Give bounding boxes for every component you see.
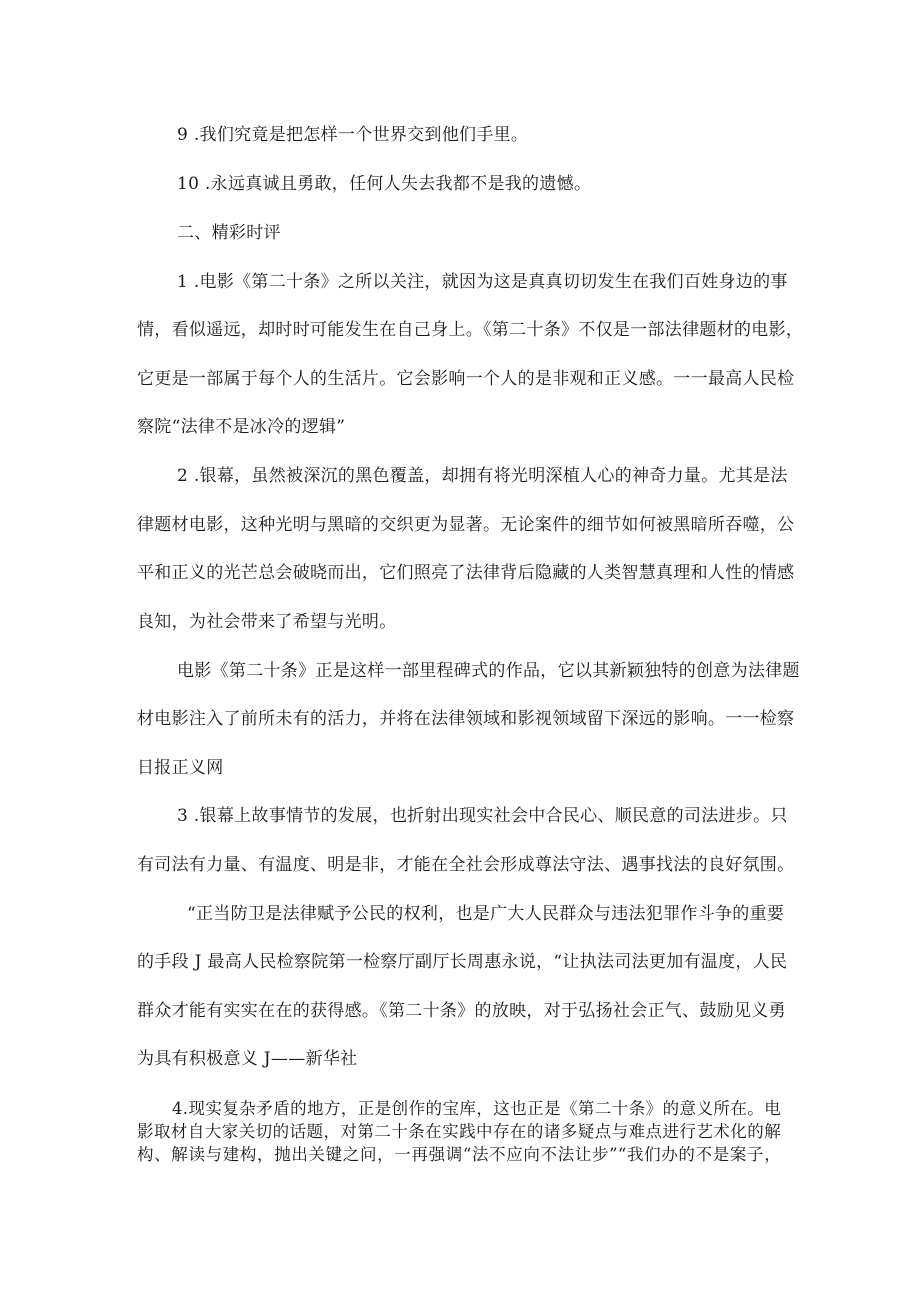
paragraph-1-line-4: 察院“法律不是冰冷的逻辑” (137, 417, 346, 437)
paragraph-5-line-3: 群众才能有实实在在的获得感。《第二十条》的放映，对于弘扬社会正气、鼓励见义勇 (137, 1001, 786, 1021)
paragraph-1-line-1: 1 .电影《第二十条》之所以关注，就因为这是真真切切发生在我们百姓身边的事 (177, 272, 788, 292)
paragraph-3-line-1: 电影《第二十条》正是这样一部里程碑式的作品，它以其新颖独特的创意为法律题 (177, 661, 800, 681)
paragraph-1-line-2: 情，看似遥远，却时时可能发生在自己身上。《第二十条》不仅是一部法律题材的电影， (137, 320, 804, 340)
paragraph-5-line-2: 的手段 J 最高人民检察院第一检察厅副厅长周惠永说，“让执法司法更加有温度，人民 (137, 952, 788, 972)
paragraph-2-line-4: 良知，为社会带来了希望与光明。 (137, 612, 397, 632)
paragraph-6-line-1: 4.现实复杂矛盾的地方，正是创作的宝库，这也正是《第二十条》的意义所在。电 (172, 1099, 781, 1118)
paragraph-4-line-1: 3 .银幕上故事情节的发展，也折射出现实社会中合民心、顺民意的司法进步。只 (177, 806, 788, 826)
paragraph-6-line-2: 影取材自大家关切的话题，对第二十条在实践中存在的诸多疑点与难点进行艺术化的解 (137, 1122, 781, 1141)
paragraph-5-line-4: 为具有积极意义 J——新华社 (137, 1049, 358, 1069)
paragraph-2-line-2: 律题材电影，这种光明与黑暗的交织更为显著。无论案件的细节如何被黑暗所吞噬，公 (137, 515, 795, 535)
list-item-10: 10 .永远真诚且勇敢，任何人失去我都不是我的遗憾。 (177, 174, 592, 194)
paragraph-2-line-3: 平和正义的光芒总会破晓而出，它们照亮了法律背后隐藏的人类智慧真理和人性的情感 (137, 563, 795, 583)
section-heading: 二、精彩时评 (177, 223, 281, 243)
paragraph-2-line-1: 2 .银幕，虽然被深沉的黑色覆盖，却拥有将光明深植人心的神奇力量。尤其是法 (177, 466, 788, 486)
paragraph-6-line-3: 构、解读与建构，抛出关键之问，一再强调“法不应向不法让步”“我们办的不是案子， (137, 1145, 781, 1164)
paragraph-3-line-3: 日报正义网 (137, 758, 224, 778)
paragraph-3-line-2: 材电影注入了前所未有的活力，并将在法律领域和影视领域留下深远的影响。一一检察 (137, 709, 795, 729)
list-item-9: 9 .我们究竟是把怎样一个世界交到他们手里。 (177, 125, 529, 145)
paragraph-4-line-2: 有司法有力量、有温度、明是非，才能在全社会形成尊法守法、遇事找法的良好氛围。 (137, 855, 795, 875)
paragraph-1-line-3: 它更是一部属于每个人的生活片。它会影响一个人的是非观和正义感。一一最高人民检 (137, 369, 795, 389)
paragraph-5-line-1: “正当防卫是法律赋予公民的权利，也是广大人民群众与违法犯罪作斗争的重要 (187, 904, 785, 924)
